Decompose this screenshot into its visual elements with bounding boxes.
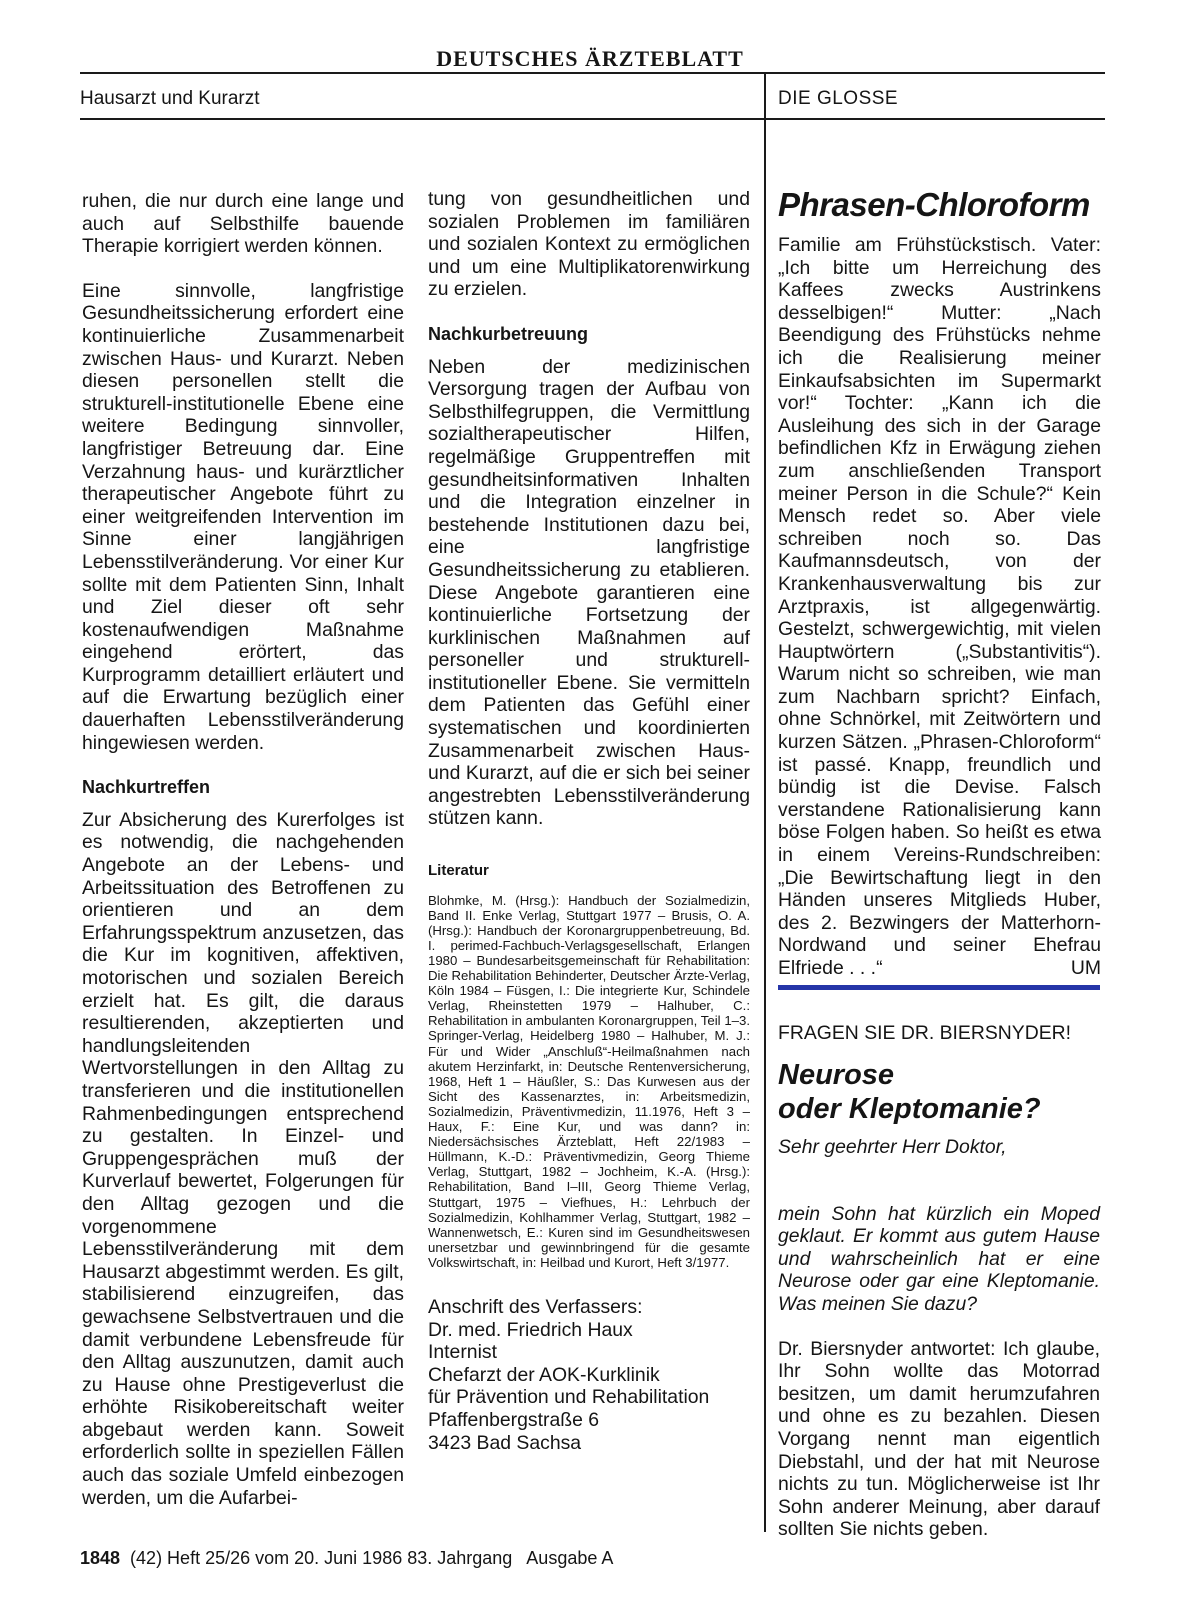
author-address bbox=[428, 1296, 750, 1454]
glosse-signature: UM bbox=[1070, 957, 1101, 979]
fragen-column bbox=[778, 1136, 1100, 1541]
address-line: Chefarzt der AOK-Kurklinik bbox=[428, 1363, 660, 1386]
neurose-title bbox=[778, 1058, 1041, 1126]
paragraph: Zur Absicherung des Kurerfolges ist es notwendig, die nachgehenden Angebote an der Lebens- und Arbeitssituation des Betroffenen zu orientieren und an dem Erfahrungsspektrum anzusetzen, das die Kur im kognitiven, affektiven, motorischen und sozialen Bereich erzielt hat. Es gilt, die daraus resultierenden, akzeptierten und handlungsleitenden Wertvorstellungen in den Alltag zu transferieren und die institutionellen Rahmenbedingungen entsprechend zu gestalten. In Einzel- und Gruppengesprächen muß der Kurverlauf bewertet, Folgerungen für den Alltag gezogen und die vorgenommene Lebensstilveränderung mit dem Hausarzt abgestimmt werden. Es gilt, stabilisierend einzugreifen, das gewachsene Selbstvertrauen und die damit verbundene Lebensfreude für den Alltag auszunutzen, damit auch zu Hause ohne Prestigeverlust die erhöhte Risikobereitschaft weiter abgebaut werden kann. Soweit erforderlich sollte in speziellen Fällen auch das soziale Umfeld einbezogen werden, um die Aufarbei- bbox=[82, 808, 404, 1509]
letter-text: mein Sohn hat kürzlich ein Moped geklaut. Er kommt aus gutem Hause und wahrscheinlich hat er eine Neurose oder gar eine Kleptomanie. Was meinen Sie dazu? bbox=[778, 1202, 1100, 1315]
address-line: 3423 Bad Sachsa bbox=[428, 1431, 582, 1454]
subheading-nachkurtreffen: Nachkurtreffen bbox=[82, 777, 211, 798]
subheading-nachkurbetreuung: Nachkurbetreuung bbox=[428, 323, 589, 344]
article-column-2 bbox=[428, 188, 750, 1454]
answer-text: Dr. Biersnyder antwortet: Ich glaube, Ihr Sohn wollte das Motorrad besitzen, um damit herumzufahren und ohne es zu bezahlen. Diesen Vorgang nennt man eigentlich Diebstahl, und der hat mit Neurose nichts zu tun. Möglicherweise ist Ihr Sohn anderer Meinung, aber darauf sollten Sie nichts geben. bbox=[778, 1337, 1100, 1541]
address-line: für Prävention und Rehabilitation bbox=[428, 1386, 710, 1409]
address-line: Internist bbox=[428, 1341, 497, 1364]
page-footer bbox=[80, 1548, 613, 1569]
address-line: Dr. med. Friedrich Haux bbox=[428, 1318, 633, 1341]
column-divider bbox=[764, 72, 766, 1532]
top-rule bbox=[80, 72, 1105, 74]
address-line: Pfaffenbergstraße 6 bbox=[428, 1408, 600, 1431]
glosse-title: Phrasen-Chloroform bbox=[778, 186, 1090, 223]
neurose-title-line-1: Neurose bbox=[778, 1059, 895, 1091]
neurose-title-line-2: oder Kleptomanie? bbox=[778, 1093, 1041, 1125]
masthead-title: DEUTSCHES ÄRZTEBLATT bbox=[436, 46, 744, 71]
article-column-1 bbox=[82, 190, 404, 1509]
address-line: Anschrift des Verfassers: bbox=[428, 1295, 643, 1318]
section-label-right: DIE GLOSSE bbox=[778, 88, 899, 109]
issue-info: (42) Heft 25/26 vom 20. Juni 1986 83. Jahrgang Ausgabe A bbox=[130, 1548, 614, 1568]
glosse-body bbox=[778, 234, 1101, 980]
fragen-label: FRAGEN SIE DR. BIERSNYDER! bbox=[778, 1022, 1072, 1044]
glosse-column bbox=[778, 234, 1101, 980]
blue-divider bbox=[778, 985, 1100, 990]
letter-salutation: Sehr geehrter Herr Doktor, bbox=[778, 1136, 1007, 1158]
literature-heading: Literatur bbox=[428, 862, 489, 880]
paragraph: Eine sinnvolle, langfristige Gesundheitssicherung erfordert eine kontinuierliche Zusammenarbeit zwischen Haus- und Kurarzt. Neben diesen personellen stellt die strukturell-institutionelle Ebene eine weitere Bedingung sinnvoller, langfristiger Betreuung dar. Eine Verzahnung haus- und kurärztlicher therapeutischer Angebote führt zu einer weitgreifenden Intervention im Sinne einer langjährigen Lebensstilveränderung. Vor einer Kur sollte mit dem Patienten Sinn, Inhalt und Ziel dieser oft sehr kostenaufwendigen Maßnahme eingehend erörtert, das Kurprogramm detailliert erläutert und auf die Erwartung bezüglich einer dauerhaften Lebensstilveränderung hingewiesen werden. bbox=[82, 279, 404, 754]
paragraph: Neben der medizinischen Versorgung tragen der Aufbau von Selbsthilfegruppen, die Vermittlung sozialtherapeutischer Hilfen, regelmäßige Gruppentreffen mit gesundheitsinformativen Inhalten und die Integration einzelner in bestehende Institutionen dazu bei, eine langfristige Gesundheitssicherung zu etablieren. Diese Angebote garantieren eine kontinuierliche Fortsetzung der kurklinischen Maßnahmen auf personeller und strukturell-institutioneller Ebene. Sie vermitteln dem Patienten das Gefühl einer systematischen und koordinierten Zusammenarbeit zwischen Haus- und Kurarzt, auf die er sich bei seiner angestrebten Lebensstilveränderung stützen kann. bbox=[428, 355, 750, 830]
literature-list: Blohmke, M. (Hrsg.): Handbuch der Sozialmedizin, Band II. Enke Verlag, Stuttgart 1977 – Brusis, O. A. (Hrsg.): Handbuch der Koronargruppenbetreuung, Bd. I. perimed-Fachbuch-Verlagsgesellschaft, Erlangen 1980 – Bundesarbeitsgemeinschaft für Rehabilitation: Die Rehabilitation Behinderter, Deutscher Ärzte-Verlag, Köln 1984 – Füsgen, I.: Die integrierte Kur, Schindele Verlag, Rheinstetten 1979 – Halhuber, C.: Rehabilitation in ambulanten Koronargruppen, Teil 1–3. Springer-Verlag, Heidelberg 1980 – Halhuber, M. J.: Für und Wider „Anschluß“-Heilmaßnahmen nach akutem Herzinfarkt, in: Deutsche Rentenversicherung, 1968, Heft 1 – Häußler, S.: Das Kurwesen aus der Sicht des Kassenarztes, in: Arbeitsmedizin, Sozialmedizin, Präventivmedizin, 11.1976, Heft 3 – Haux, F.: Eine Kur, und was dann? in: Niedersächsisches Ärzteblatt, Heft 22/1983 – Hüllmann, K.-D.: Präventivmedizin, Georg Thieme Verlag, Stuttgart, 1982 – Jochheim, K.-A. (Hrsg.): Rehabilitation, Band I–III, Georg Thieme Verlag, Stuttgart, 1975 – Viefhues, H.: Lehrbuch der Sozialmedizin, Kohlhammer Verlag, Stuttgart, 1982 – Wannenwetsch, E.: Kuren sind im Gesundheitswesen unersetzbar und gewinnbringend für die gesamte Volkswirtschaft, in: Heilbad und Kurort, Heft 3/1977. bbox=[428, 892, 750, 1270]
section-label-left: Hausarzt und Kurarzt bbox=[80, 88, 260, 109]
header-divider bbox=[80, 118, 1105, 120]
glosse-text: Familie am Frühstückstisch. Vater: „Ich bitte um Herreichung des Kaffees zwecks Austrinkens desselbigen!“ Mutter: „Nach Beendigung des Frühstücks nehme ich die Realisierung meiner Einkaufsabsichten im Supermarkt vor!“ Tochter: „Kann ich die Ausleihung des sich in der Garage befindlichen Kfz in Erwägung ziehen zum anschließenden Transport meiner Person in die Schule?“ Kein Mensch redet so. Aber viele schreiben noch so. Das Kaufmannsdeutsch, von der Krankenhausverwaltung bis zur Arztpraxis, ist allgegenwärtig. Gestelzt, schwergewichtig, mit vielen Hauptwörtern („Substantivitis“). Warum nicht so schreiben, wie man zum Nachbarn spricht? Einfach, ohne Schnörkel, mit Zeitwörtern und kurzen Sätzen. „Phrasen-Chloroform“ ist passé. Knapp, freundlich und bündig ist die Devise. Falsch verstandene Rationalisierung kann böse Folgen haben. So heißt es etwa in einem Vereins-Rundschreiben: „Die Bewirtschaftung liegt in den Händen unseres Mitglieds Huber, des 2. Bezwingers der Matterhorn-Nordwand und seiner Ehefrau Elfriede . . .“ bbox=[778, 234, 1101, 979]
paragraph: tung von gesundheitlichen und sozialen Problemen im familiären und sozialen Kontext zu ermöglichen und um eine Multiplikatorenwirkung zu erzielen. bbox=[428, 188, 750, 301]
paragraph: ruhen, die nur durch eine lange und auch auf Selbsthilfe bauende Therapie korrigiert werden können. bbox=[82, 190, 404, 258]
page-number: 1848 bbox=[80, 1548, 121, 1568]
